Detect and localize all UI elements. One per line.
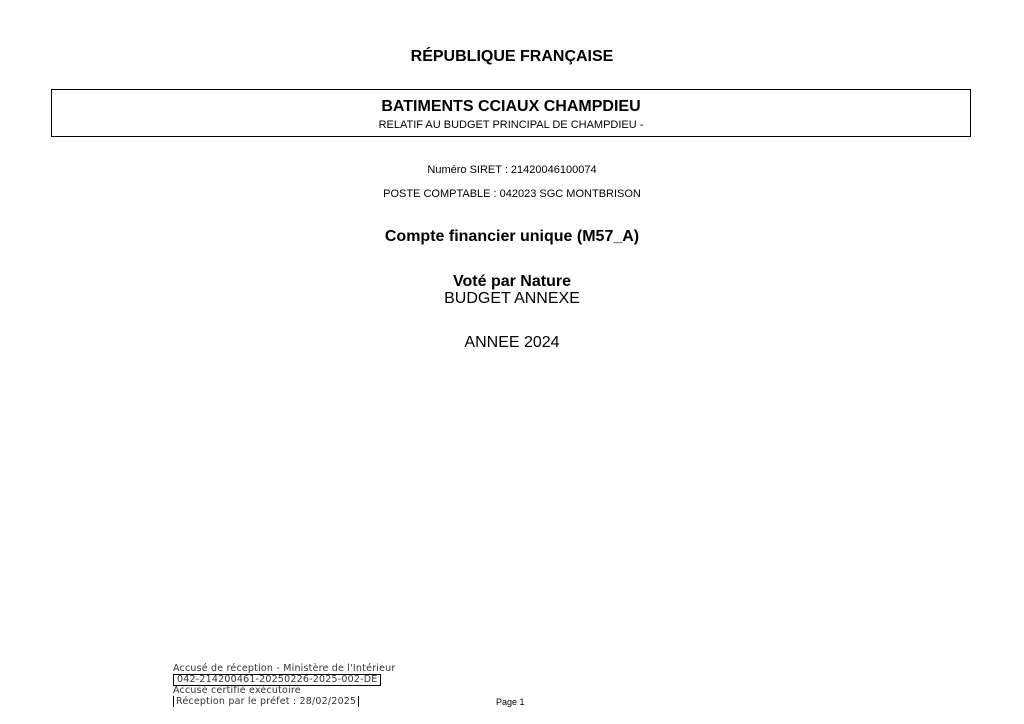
republique-heading: RÉPUBLIQUE FRANÇAISE <box>410 48 614 65</box>
stamp-line-prefet: Réception par le préfet : 28/02/2025 <box>173 696 359 707</box>
document-type: Compte financier unique (M57_A) <box>384 228 640 245</box>
budget-type: BUDGET ANNEXE <box>444 290 580 307</box>
stamp-line-ministere: Accusé de réception - Ministère de l'Intérieur <box>173 663 396 674</box>
title-box <box>51 89 971 137</box>
document-subtitle: RELATIF AU BUDGET PRINCIPAL DE CHAMPDIEU - <box>378 119 644 131</box>
document-title: BATIMENTS CCIAUX CHAMPDIEU <box>381 98 641 115</box>
reception-stamp <box>173 663 395 707</box>
siret-number: Numéro SIRET : 21420046100074 <box>427 164 597 176</box>
vote-mode: Voté par Nature <box>453 273 571 290</box>
page-number: Page 1 <box>496 697 525 707</box>
poste-comptable: POSTE COMPTABLE : 042023 SGC MONTBRISON <box>383 188 641 200</box>
fiscal-year: ANNEE 2024 <box>464 334 560 351</box>
stamp-reference: 042-214200461-20250226-2025-002-DE <box>173 674 381 686</box>
stamp-line-executoire: Accusé certifié exécutoire <box>173 685 301 696</box>
